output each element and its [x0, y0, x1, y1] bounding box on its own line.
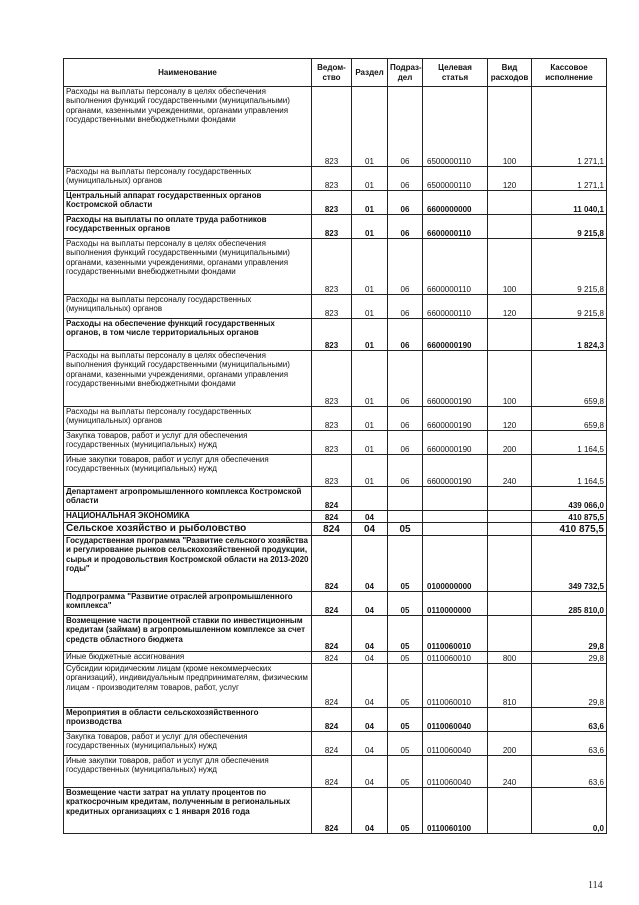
cell-name: НАЦИОНАЛЬНАЯ ЭКОНОМИКА — [64, 511, 312, 523]
table-row — [64, 407, 607, 431]
cell-target: 6500000110 — [423, 87, 488, 167]
cell-exp-type — [488, 319, 532, 351]
cell-dept: 823 — [312, 295, 352, 319]
cell-target: 0110060040 — [423, 732, 488, 756]
cell-subsection — [388, 487, 423, 511]
cell-exp-type: 800 — [488, 652, 532, 664]
cell-section: 04 — [352, 664, 388, 708]
cell-dept: 824 — [312, 487, 352, 511]
cell-dept: 824 — [312, 652, 352, 664]
cell-amount: 410 875,5 — [532, 511, 607, 523]
cell-target: 6600000190 — [423, 431, 488, 455]
cell-exp-type — [488, 191, 532, 215]
cell-name: Расходы на выплаты персоналу в целях обеспечения выполнения функций государственными (муниципальными) органами, казенными учреждениями, органами управления государственными внебюджетными фондами — [64, 351, 312, 407]
cell-subsection: 06 — [388, 239, 423, 295]
cell-amount: 410 875,5 — [532, 523, 607, 536]
cell-name: Расходы на выплаты персоналу государственных (муниципальных) органов — [64, 295, 312, 319]
cell-amount: 1 271,1 — [532, 87, 607, 167]
cell-target: 0110060040 — [423, 708, 488, 732]
cell-subsection: 06 — [388, 455, 423, 487]
cell-target: 0110060040 — [423, 756, 488, 788]
cell-name: Департамент агропромышленного комплекса Костромской области — [64, 487, 312, 511]
cell-amount: 659,8 — [532, 351, 607, 407]
cell-dept: 824 — [312, 536, 352, 592]
header-name: Наименование — [64, 59, 312, 87]
table-row — [64, 756, 607, 788]
cell-subsection — [388, 511, 423, 523]
header-subsection: Подраз-дел — [388, 59, 423, 87]
cell-name: Государственная программа "Развитие сельского хозяйства и регулирование рынков сельскохозяйственной продукции, сырья и продовольствия Костромской области на 2013-2020 годы" — [64, 536, 312, 592]
cell-name: Центральный аппарат государственных органов Костромской области — [64, 191, 312, 215]
cell-amount: 29,8 — [532, 652, 607, 664]
cell-subsection: 06 — [388, 319, 423, 351]
cell-subsection: 06 — [388, 87, 423, 167]
cell-amount: 29,8 — [532, 616, 607, 652]
cell-amount: 63,6 — [532, 756, 607, 788]
cell-amount: 63,6 — [532, 732, 607, 756]
cell-exp-type — [488, 487, 532, 511]
page-number: 114 — [588, 880, 603, 891]
cell-exp-type — [488, 616, 532, 652]
cell-section: 04 — [352, 708, 388, 732]
cell-amount: 1 271,1 — [532, 167, 607, 191]
cell-section: 04 — [352, 732, 388, 756]
cell-name: Закупка товаров, работ и услуг для обеспечения государственных (муниципальных) нужд — [64, 732, 312, 756]
cell-name: Расходы на выплаты персоналу в целях обеспечения выполнения функций государственными (муниципальными) органами, казенными учреждениями, органами управления государственными внебюджетными фондами — [64, 87, 312, 167]
cell-exp-type: 200 — [488, 431, 532, 455]
cell-subsection: 05 — [388, 652, 423, 664]
header-target: Целевая статья — [423, 59, 488, 87]
cell-section: 01 — [352, 191, 388, 215]
cell-dept: 823 — [312, 239, 352, 295]
cell-subsection: 05 — [388, 536, 423, 592]
cell-amount: 9 215,8 — [532, 239, 607, 295]
table-row — [64, 167, 607, 191]
cell-amount: 11 040,1 — [532, 191, 607, 215]
cell-target: 6600000190 — [423, 351, 488, 407]
cell-name: Иные закупки товаров, работ и услуг для обеспечения государственных (муниципальных) нужд — [64, 455, 312, 487]
cell-section: 04 — [352, 536, 388, 592]
cell-section: 01 — [352, 87, 388, 167]
table-row — [64, 431, 607, 455]
table-row — [64, 652, 607, 664]
table-row — [64, 215, 607, 239]
cell-amount: 659,8 — [532, 407, 607, 431]
cell-name: Субсидии юридическим лицам (кроме некоммерческих организаций), индивидуальным предпринимателям, физическим лицам - производителям товаров, работ, услуг — [64, 664, 312, 708]
cell-exp-type — [488, 708, 532, 732]
cell-target: 0110060010 — [423, 616, 488, 652]
cell-exp-type: 120 — [488, 167, 532, 191]
cell-dept: 824 — [312, 523, 352, 536]
cell-target: 6600000110 — [423, 295, 488, 319]
cell-subsection: 06 — [388, 407, 423, 431]
table-row — [64, 455, 607, 487]
cell-dept: 824 — [312, 708, 352, 732]
table-row — [64, 708, 607, 732]
cell-exp-type: 810 — [488, 664, 532, 708]
cell-subsection: 06 — [388, 191, 423, 215]
table-row — [64, 87, 607, 167]
cell-amount: 1 164,5 — [532, 431, 607, 455]
cell-amount: 0,0 — [532, 788, 607, 834]
cell-section: 01 — [352, 431, 388, 455]
cell-section: 04 — [352, 788, 388, 834]
cell-section: 01 — [352, 239, 388, 295]
cell-dept: 823 — [312, 215, 352, 239]
table-row — [64, 239, 607, 295]
cell-target: 0110060010 — [423, 652, 488, 664]
cell-target: 0110000000 — [423, 592, 488, 616]
cell-amount: 439 066,0 — [532, 487, 607, 511]
cell-exp-type: 200 — [488, 732, 532, 756]
cell-section: 01 — [352, 295, 388, 319]
cell-section — [352, 487, 388, 511]
cell-target — [423, 523, 488, 536]
cell-subsection: 05 — [388, 708, 423, 732]
table-row — [64, 191, 607, 215]
cell-target: 6500000110 — [423, 167, 488, 191]
table-row — [64, 616, 607, 652]
cell-name: Подпрограмма "Развитие отраслей агропромышленного комплекса" — [64, 592, 312, 616]
cell-section: 04 — [352, 523, 388, 536]
table-header-row — [64, 59, 607, 87]
cell-name: Мероприятия в области сельскохозяйственного производства — [64, 708, 312, 732]
cell-subsection: 05 — [388, 592, 423, 616]
cell-name: Расходы на выплаты персоналу государственных (муниципальных) органов — [64, 167, 312, 191]
cell-amount: 63,6 — [532, 708, 607, 732]
cell-target: 6600000190 — [423, 407, 488, 431]
cell-name: Возмещение части затрат на уплату процентов по краткосрочным кредитам, полученным в региональных кредитных организациях с 1 января 2016 года — [64, 788, 312, 834]
table-row — [64, 664, 607, 708]
table-row — [64, 536, 607, 592]
cell-exp-type: 240 — [488, 455, 532, 487]
cell-section: 01 — [352, 215, 388, 239]
cell-dept: 823 — [312, 87, 352, 167]
cell-target: 6600000110 — [423, 215, 488, 239]
cell-name: Иные закупки товаров, работ и услуг для обеспечения государственных (муниципальных) нужд — [64, 756, 312, 788]
cell-exp-type — [488, 511, 532, 523]
cell-target — [423, 511, 488, 523]
header-section: Раздел — [352, 59, 388, 87]
cell-target: 0100000000 — [423, 536, 488, 592]
cell-name: Расходы на выплаты персоналу государственных (муниципальных) органов — [64, 407, 312, 431]
cell-dept: 823 — [312, 455, 352, 487]
cell-dept: 823 — [312, 319, 352, 351]
cell-dept: 823 — [312, 191, 352, 215]
table-row — [64, 788, 607, 834]
table-row — [64, 732, 607, 756]
cell-section: 04 — [352, 511, 388, 523]
cell-subsection: 05 — [388, 664, 423, 708]
cell-exp-type — [488, 592, 532, 616]
table-row — [64, 319, 607, 351]
cell-section: 04 — [352, 652, 388, 664]
cell-dept: 824 — [312, 511, 352, 523]
cell-target: 0110060100 — [423, 788, 488, 834]
cell-dept: 823 — [312, 407, 352, 431]
cell-section: 01 — [352, 167, 388, 191]
table-body — [64, 87, 607, 834]
table-row — [64, 487, 607, 511]
cell-name: Расходы на выплаты персоналу в целях обеспечения выполнения функций государственными (муниципальными) органами, казенными учреждениями, органами управления государственными внебюджетными фондами — [64, 239, 312, 295]
cell-dept: 824 — [312, 592, 352, 616]
cell-dept: 824 — [312, 616, 352, 652]
cell-subsection: 06 — [388, 295, 423, 319]
table-row — [64, 592, 607, 616]
cell-name: Возмещение части процентной ставки по инвестиционным кредитам (займам) в агропромышленном комплексе за счет средств областного бюджета — [64, 616, 312, 652]
cell-name: Закупка товаров, работ и услуг для обеспечения государственных (муниципальных) нужд — [64, 431, 312, 455]
cell-section: 01 — [352, 351, 388, 407]
cell-name: Расходы на выплаты по оплате труда работников государственных органов — [64, 215, 312, 239]
table-row — [64, 351, 607, 407]
cell-name: Иные бюджетные ассигнования — [64, 652, 312, 664]
budget-execution-table — [63, 58, 607, 834]
cell-subsection: 06 — [388, 167, 423, 191]
cell-section: 01 — [352, 407, 388, 431]
cell-dept: 823 — [312, 431, 352, 455]
cell-subsection: 06 — [388, 351, 423, 407]
cell-subsection: 05 — [388, 756, 423, 788]
cell-exp-type: 100 — [488, 87, 532, 167]
cell-amount: 1 824,3 — [532, 319, 607, 351]
cell-amount: 9 215,8 — [532, 215, 607, 239]
cell-dept: 823 — [312, 167, 352, 191]
cell-dept: 824 — [312, 788, 352, 834]
cell-section: 04 — [352, 592, 388, 616]
cell-subsection: 06 — [388, 431, 423, 455]
header-amount: Кассовое исполнение — [532, 59, 607, 87]
cell-name: Расходы на обеспечение функций государственных органов, в том числе территориальных органов — [64, 319, 312, 351]
cell-dept: 824 — [312, 732, 352, 756]
cell-subsection: 06 — [388, 215, 423, 239]
header-exp-type: Вид расходов — [488, 59, 532, 87]
cell-target — [423, 487, 488, 511]
cell-dept: 824 — [312, 664, 352, 708]
cell-target: 6600000110 — [423, 239, 488, 295]
cell-amount: 1 164,5 — [532, 455, 607, 487]
cell-exp-type — [488, 523, 532, 536]
header-dept: Ведом-ство — [312, 59, 352, 87]
cell-target: 6600000000 — [423, 191, 488, 215]
cell-exp-type: 100 — [488, 239, 532, 295]
cell-target: 0110060010 — [423, 664, 488, 708]
cell-exp-type: 240 — [488, 756, 532, 788]
cell-exp-type: 100 — [488, 351, 532, 407]
cell-target: 6600000190 — [423, 319, 488, 351]
cell-exp-type — [488, 788, 532, 834]
cell-section: 04 — [352, 616, 388, 652]
table-row — [64, 523, 607, 536]
cell-amount: 9 215,8 — [532, 295, 607, 319]
cell-subsection: 05 — [388, 788, 423, 834]
cell-exp-type — [488, 215, 532, 239]
cell-exp-type: 120 — [488, 407, 532, 431]
cell-dept: 823 — [312, 351, 352, 407]
cell-amount: 29,8 — [532, 664, 607, 708]
cell-section: 01 — [352, 319, 388, 351]
cell-subsection: 05 — [388, 732, 423, 756]
cell-amount: 349 732,5 — [532, 536, 607, 592]
cell-exp-type — [488, 536, 532, 592]
cell-target: 6600000190 — [423, 455, 488, 487]
cell-section: 04 — [352, 756, 388, 788]
cell-dept: 824 — [312, 756, 352, 788]
cell-amount: 285 810,0 — [532, 592, 607, 616]
cell-name: Сельское хозяйство и рыболовство — [64, 523, 312, 536]
cell-section: 01 — [352, 455, 388, 487]
cell-subsection: 05 — [388, 523, 423, 536]
table-row — [64, 295, 607, 319]
cell-exp-type: 120 — [488, 295, 532, 319]
cell-subsection: 05 — [388, 616, 423, 652]
table-row — [64, 511, 607, 523]
